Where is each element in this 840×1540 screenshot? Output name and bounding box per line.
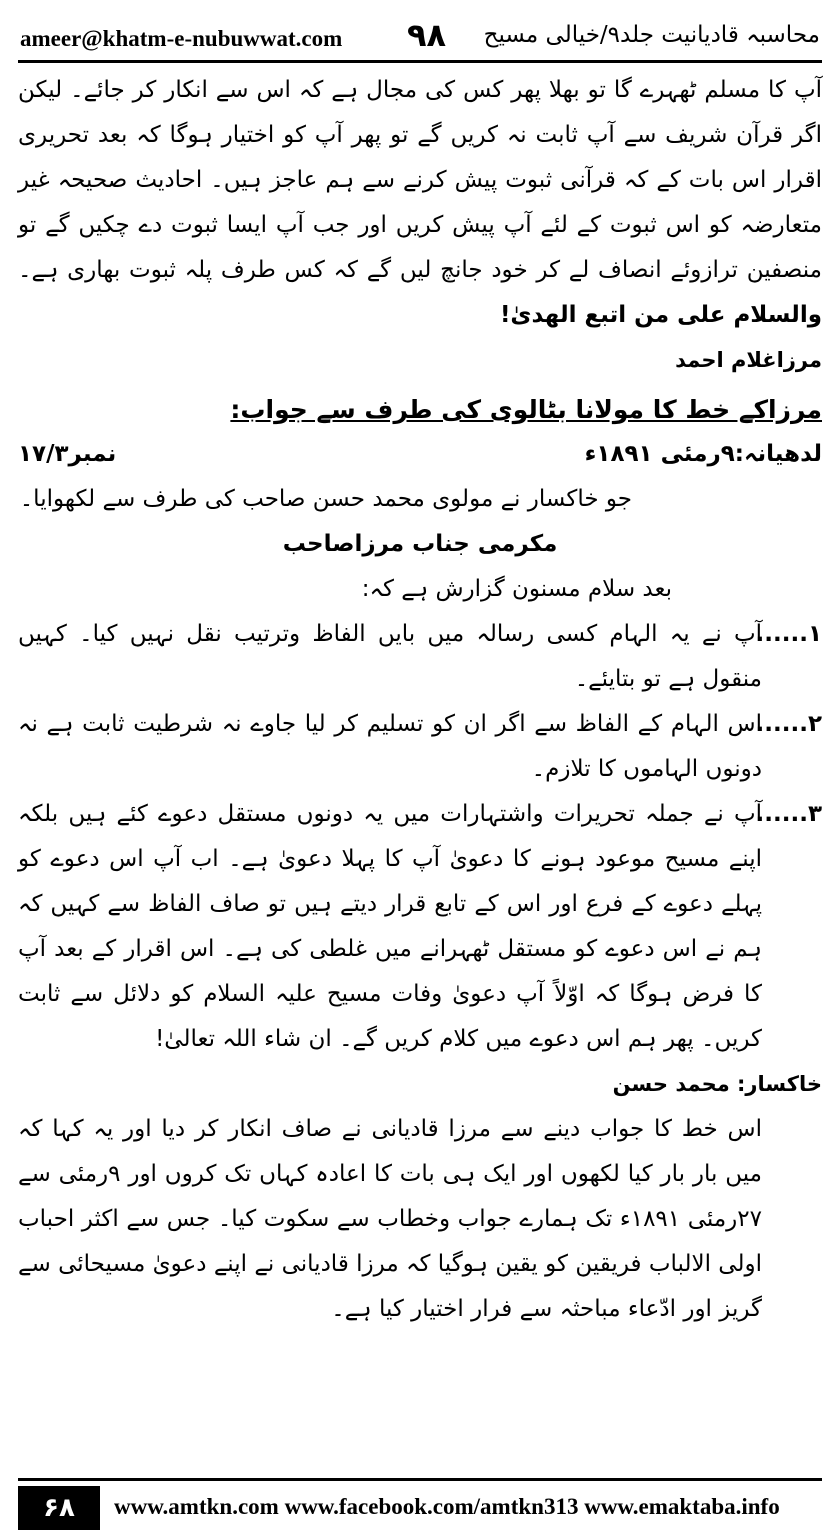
footer-rule: [18, 1478, 822, 1481]
signature-muhammad-hasan: خاکسار: محمد حسن: [612, 1072, 822, 1096]
header-rule: [18, 60, 822, 63]
letter-intro: جو خاکسار نے مولوی محمد حسن صاحب کی طرف سے لکھوایا۔: [19, 486, 632, 512]
paragraph-final: اس خط کا جواب دینے سے مرزا قادیانی نے صاف انکار کر دیا اور یہ کہا کہ میں بار بار کیا لکھوں اور ایک ہی بات کا اعادہ کہاں تک کروں اور ۹رمئی سے ۲۷رمئی ۱۸۹۱ء تک ہمارے جواب وخطاب سے سکوت کیا۔ جس سے اکثر احباب اولی الالباب فریقین کو یقین ہوگیا کہ مرزا قادیانی نے اپنے دعویٰ مسیحائی سے گریز اور ادّعاء مباحثہ سے فرار اختیار کیا ہے۔: [18, 1116, 762, 1322]
point-number: ۲......: [755, 711, 822, 737]
point-text: اس الہام کے الفاظ سے اگر ان کو تسلیم کر لیا جاوے نہ شرطیت ثابت ہے نہ دونوں الہاموں کا تلازم۔: [18, 711, 762, 782]
footer-page-number: ۶۸: [18, 1486, 100, 1530]
point-2: [18, 702, 822, 792]
page-footer: [18, 1486, 822, 1530]
letter-place-date: لدھیانہ:۹رمئی ۱۸۹۱ء: [584, 441, 822, 467]
header-book-title: محاسبہ قادیانیت جلد۹/خیالی مسیح: [483, 22, 820, 48]
salutation: والسلام علی من اتبع الھدیٰ!: [499, 302, 822, 328]
page-header: [14, 10, 826, 60]
letter-meta-row: [18, 432, 822, 477]
point-text: آپ نے جملہ تحریرات واشتہارات میں یہ دونوں مستقل دعوے کئے ہیں بلکہ اپنے مسیح موعود ہونے کا دعویٰ آپ کا پہلا دعویٰ ہے۔ اب آپ اس دعوے کو پہلے دعوے کے فرع اور اس کے تابع قرار دیتے ہیں تو صاف الفاظ سے کہیں کہ ہم نے اس دعوے کو مستقل ٹھہرانے میں غلطی کی ہے۔ اس اقرار کے بعد آپ کا فرض ہوگا کہ اوّلاً آپ دعویٰ وفات مسیح علیہ السلام کو دلائل سے ثابت کریں۔ پھر ہم اس دعوے میں کلام کریں گے۔ ان شاء اللہ تعالیٰ!: [18, 801, 762, 1052]
point-number: ۱......: [755, 621, 822, 647]
letter-greeting: بعد سلام مسنون گزارش ہے کہ:: [361, 576, 672, 602]
letter-number: نمبر۱۷/۳: [18, 441, 117, 467]
point-1: [18, 612, 822, 702]
paragraph-1-text: آپ کا مسلم ٹھہرے گا تو بھلا پھر کس کی مجال ہے کہ اس سے انکار کر جائے۔ لیکن اگر قرآن شریف سے آپ ثابت نہ کریں گے تو پھر آپ کو اختیار ہوگا کہ بعد تحریری اقرار اس بات کے کہ قرآنی ثبوت پیش کرنے سے ہم عاجز ہیں۔ احادیث صحیحہ غیر متعارضہ کو اس ثبوت کے لئے آپ پیش کریں اور جب آپ ایسا ثبوت دے چکیں گے تو منصفین ترازوئے انصاف لے کر خود جانچ لیں گے کہ کس طرف پلہ ثبوت بھاری ہے۔: [18, 77, 822, 283]
footer-website-links: www.amtkn.com www.facebook.com/amtkn313 www.emaktaba.info: [114, 1494, 780, 1519]
header-page-number: ۹۸: [407, 16, 447, 54]
point-3: [18, 792, 822, 1062]
letter-addressee: مکرمی جناب مرزاصاحب: [282, 531, 558, 557]
point-number: ۳......: [755, 801, 822, 827]
point-text: آپ نے یہ الہام کسی رسالہ میں بایں الفاظ وترتیب نقل نہیں کیا۔ کہیں منقول ہے تو بتایئے۔: [18, 621, 762, 692]
header-email: ameer@khatm-e-nubuwwat.com: [20, 26, 343, 51]
section-heading: مرزاکے خط کا مولانا بٹالوی کی طرف سے جواب:: [230, 395, 822, 424]
page-body: [18, 68, 822, 1332]
signature-mirza: مرزاغلام احمد: [675, 348, 822, 372]
paragraph-1: [18, 68, 822, 338]
